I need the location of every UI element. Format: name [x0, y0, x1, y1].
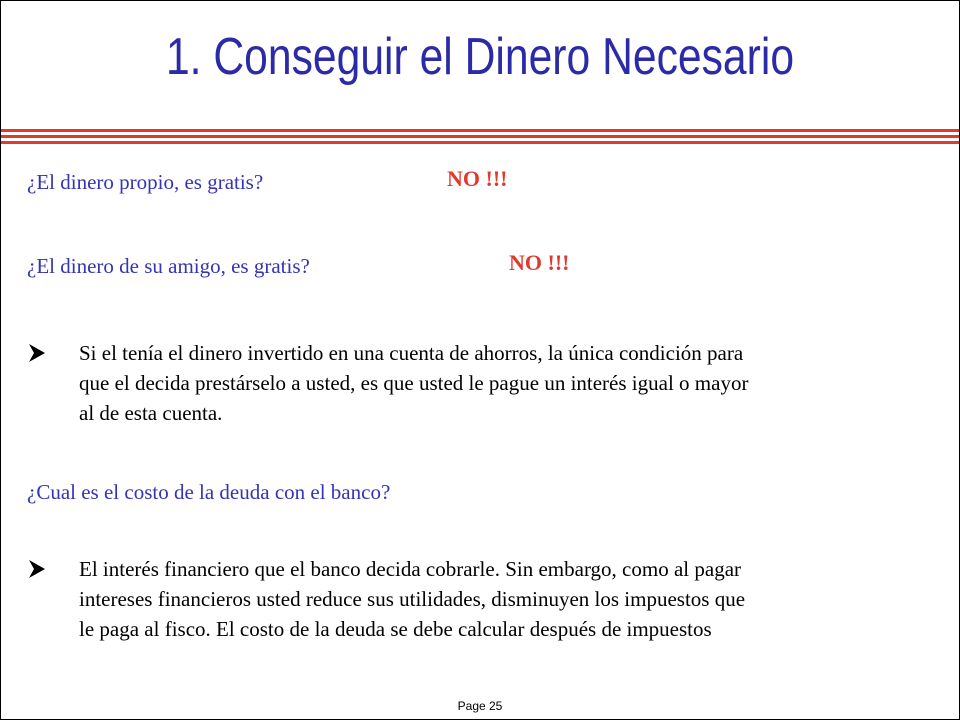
bullet-line: intereses financieros usted reduce sus utilidades, disminuyen los impuestos que: [79, 587, 746, 611]
bullet-line: El interés financiero que el banco decida cobrarle. Sin embargo, como al pagar: [79, 557, 742, 581]
answer-own-money: NO !!!: [447, 166, 508, 191]
bullet-line: le paga al fisco. El costo de la deuda se debe calcular después de impuestos: [79, 617, 712, 641]
bullet-friend-interest-text: [79, 338, 939, 428]
bullet-line: que el decida prestárselo a usted, es que usted le pague un interés igual o mayor: [79, 371, 749, 395]
answer-friend-money: NO !!!: [509, 250, 570, 275]
bullet-line: al de esta cuenta.: [79, 401, 223, 425]
arrowhead-bullet-icon: [27, 554, 47, 584]
title-rule-top: [1, 129, 959, 132]
bullet-friend-interest: [27, 338, 927, 430]
bullet-bank-interest-text: [79, 554, 939, 644]
page-number: Page 25: [457, 699, 503, 713]
bullet-bank-interest: [27, 554, 927, 646]
arrowhead-bullet-icon: [27, 338, 47, 368]
question-friend-money: ¿El dinero de su amigo, es gratis?: [27, 254, 310, 278]
question-own-money: ¿El dinero propio, es gratis?: [27, 170, 264, 194]
title-rule-bottom: [1, 141, 959, 144]
bullet-line: Si el tenía el dinero invertido en una cuenta de ahorros, la única condición para: [79, 341, 744, 365]
title-rule-middle: [1, 135, 959, 138]
question-bank-debt: ¿Cual es el costo de la deuda con el banco?: [27, 480, 391, 504]
slide-title: 1. Conseguir el Dinero Necesario: [165, 28, 795, 86]
